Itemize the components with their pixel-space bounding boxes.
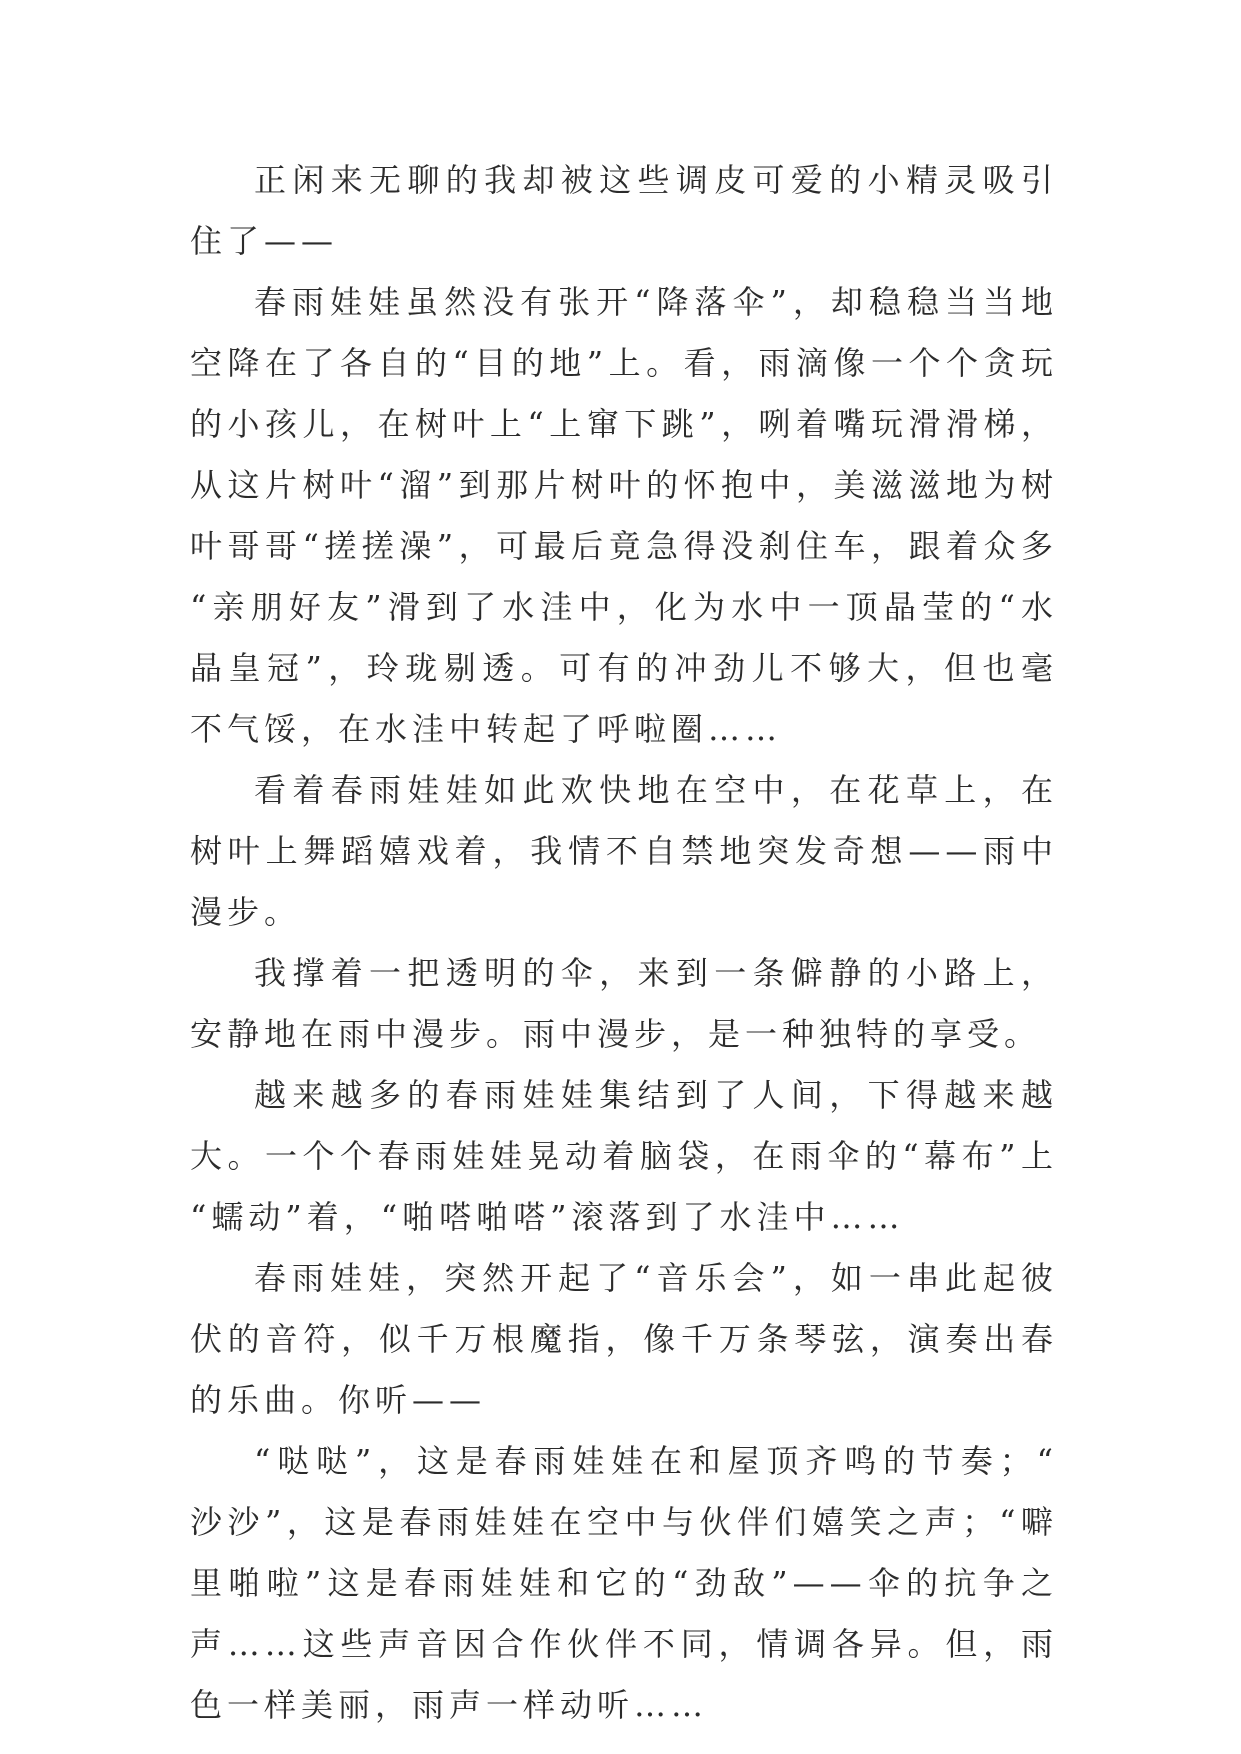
paragraph: 正闲来无聊的我却被这些调皮可爱的小精灵吸引住了—— <box>190 161 1058 260</box>
paragraph: “哒哒”，这是春雨娃娃在和屋顶齐鸣的节奏；“沙沙”，这是春雨娃娃在空中与伙伴们嬉笑之声；“噼里啪啦”这是春雨娃娃和它的“劲敌”——伞的抗争之声……这些声音因合作伙伴不同，情调各异。但，雨色一样美丽，雨声一样动听…… <box>190 1442 1058 1724</box>
paragraph: 春雨娃娃，突然开起了“音乐会”，如一串此起彼伏的音符，似千万根魔指，像千万条琴弦，演奏出春的乐曲。你听—— <box>190 1259 1058 1419</box>
paragraph: 我撑着一把透明的伞，来到一条僻静的小路上，安静地在雨中漫步。雨中漫步，是一种独特的享受。 <box>190 954 1058 1053</box>
paragraph: 春雨娃娃虽然没有张开“降落伞”，却稳稳当当地空降在了各自的“目的地”上。看，雨滴像一个个贪玩的小孩儿，在树叶上“上窜下跳”，咧着嘴玩滑滑梯，从这片树叶“溜”到那片树叶的怀抱中，美滋滋地为树叶哥哥“搓搓澡”，可最后竟急得没刹住车，跟着众多“亲朋好友”滑到了水洼中，化为水中一顶晶莹的“水晶皇冠”，玲珑剔透。可有的冲劲儿不够大，但也毫不气馁，在水洼中转起了呼啦圈…… <box>190 283 1058 748</box>
paragraph: 看着春雨娃娃如此欢快地在空中，在花草上，在树叶上舞蹈嬉戏着，我情不自禁地突发奇想——雨中漫步。 <box>190 771 1058 931</box>
document-body <box>190 150 1058 1736</box>
paragraph: 越来越多的春雨娃娃集结到了人间，下得越来越大。一个个春雨娃娃晃动着脑袋，在雨伞的“幕布”上“蠕动”着，“啪嗒啪嗒”滚落到了水洼中…… <box>190 1076 1058 1236</box>
